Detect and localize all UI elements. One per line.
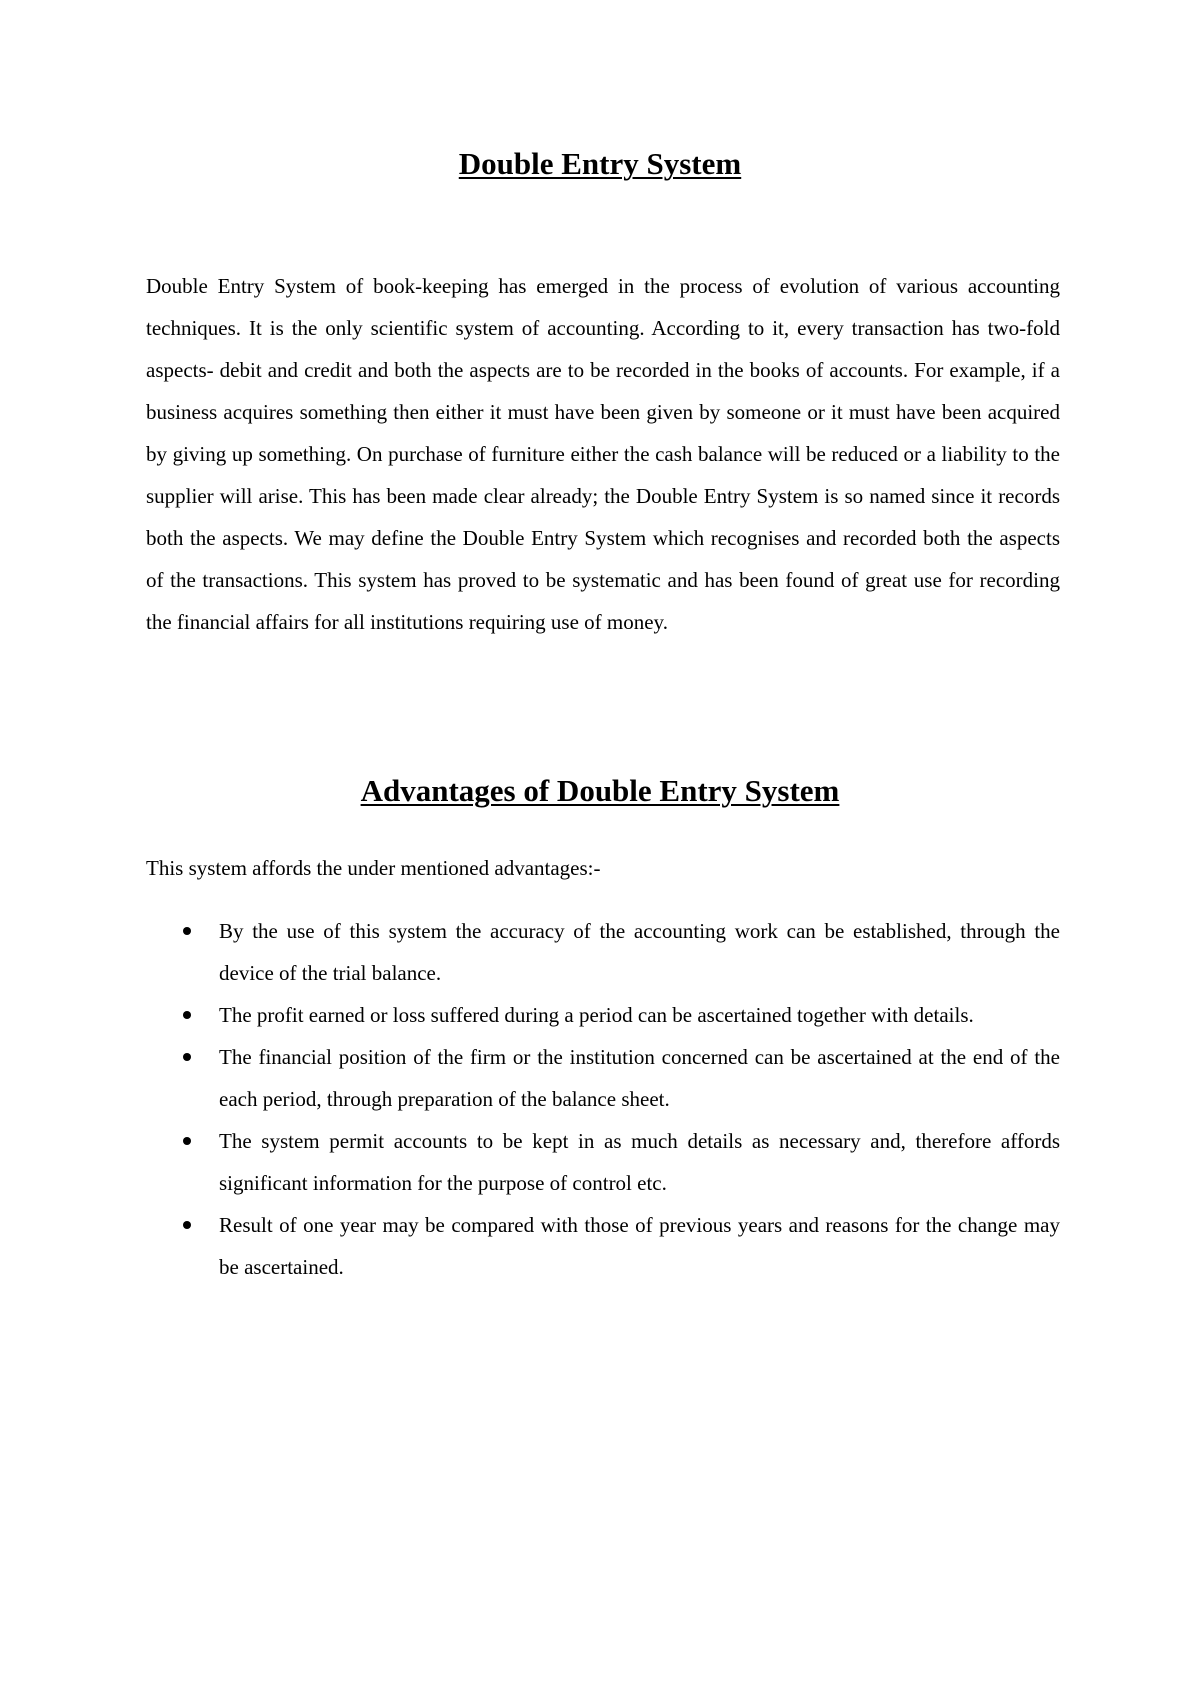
list-item-text: The system permit accounts to be kept in as much details as necessary and, therefore affords significant information for the purpose of control etc. [219, 1129, 1060, 1195]
bullet-icon [183, 1011, 191, 1019]
intro-paragraph: Double Entry System of book-keeping has emerged in the process of evolution of various accounting techniques. It is the only scientific system of accounting. According to it, every transaction has two-fold aspects- debit and credit and both the aspects are to be recorded in the books of accounts. For example, if a business acquires something then either it must have been given by someone or it must have been acquired by giving up something. On purchase of furniture either the cash balance will be reduced or a liability to the supplier will arise. This has been made clear already; the Double Entry System is so named since it records both the aspects. We may define the Double Entry System which recognises and recorded both the aspects of the transactions. This system has proved to be systematic and has been found of great use for recording the financial affairs for all institutions requiring use of money. [146, 274, 1060, 634]
list-item [146, 910, 1060, 994]
bullet-icon [183, 1137, 191, 1145]
list-item-text: The profit earned or loss suffered during a period can be ascertained together with details. [219, 1003, 974, 1027]
list-item [146, 994, 1060, 1036]
bullet-icon [183, 1221, 191, 1229]
list-item [146, 1120, 1060, 1204]
list-item [146, 1204, 1060, 1288]
list-item-text: By the use of this system the accuracy of the accounting work can be established, through the device of the trial balance. [219, 919, 1060, 985]
advantages-intro: This system affords the under mentioned advantages:- [146, 856, 601, 880]
list-item-text: Result of one year may be compared with those of previous years and reasons for the change may be ascertained. [219, 1213, 1060, 1279]
page-title: Double Entry System [458, 146, 742, 181]
list-item-text: The financial position of the firm or the institution concerned can be ascertained at the end of the each period, through preparation of the balance sheet. [219, 1045, 1060, 1111]
advantages-list [146, 910, 1060, 1288]
advantages-heading: Advantages of Double Entry System [360, 773, 840, 808]
bullet-icon [183, 927, 191, 935]
list-item [146, 1036, 1060, 1120]
bullet-icon [183, 1053, 191, 1061]
